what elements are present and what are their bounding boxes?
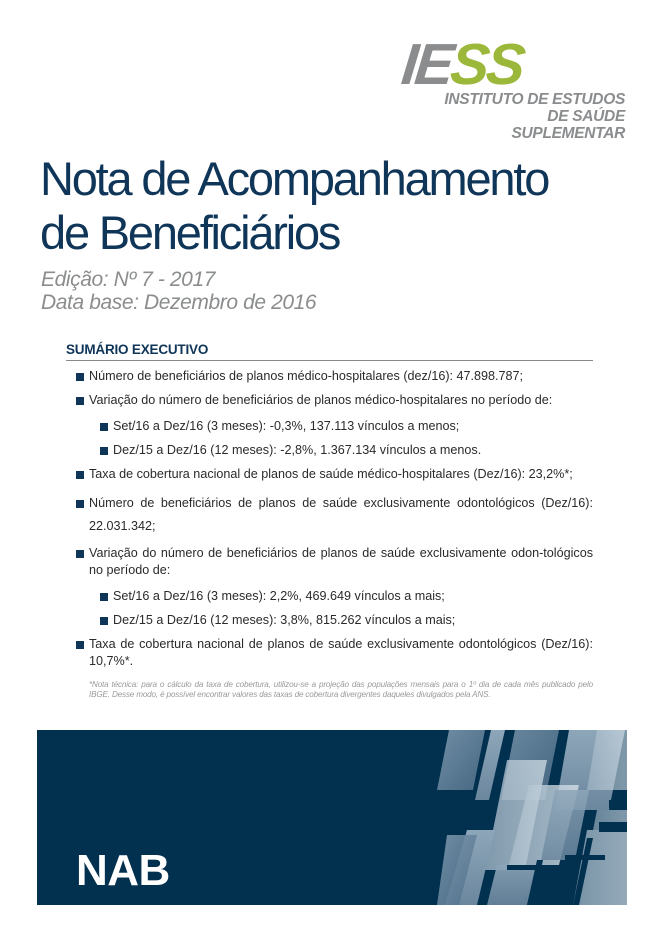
list-item [66, 368, 593, 385]
page-title-line1: Nota de Acompanhamento [40, 152, 549, 205]
square-bullet-icon [100, 447, 108, 455]
list-subitem [66, 588, 593, 605]
list-subitem [66, 612, 593, 629]
list-subitem [66, 418, 593, 435]
nab-banner [37, 730, 627, 905]
summary-heading: SUMÁRIO EXECUTIVO [66, 342, 593, 361]
list-item [66, 545, 593, 579]
square-bullet-icon [76, 397, 84, 405]
list-item-text: Dez/15 a Dez/16 (12 meses): 3,8%, 815.262 vínculos a mais; [113, 613, 456, 627]
square-bullet-icon [100, 593, 108, 601]
list-item-text: Número de beneficiários de planos médico-hospitalares (dez/16): 47.898.787; [89, 369, 524, 383]
summary-list [66, 368, 593, 670]
logo-mark [398, 32, 526, 97]
database-label: Data base: Dezembro de 2016 [41, 291, 317, 314]
list-item [66, 492, 593, 538]
logo-subtitle [440, 91, 625, 142]
list-item-text: Set/16 a Dez/16 (3 meses): 2,2%, 469.649 vínculos a mais; [113, 589, 445, 603]
technical-footnote: *Nota técnica: para o cálculo da taxa de cobertura, utilizou-se a projeção das populações mensais para o 1º dia de cada mês publicado pelo IBGE. Desse modo, é possível encontrar valores das taxas de cobertura divergentes daqueles divulgados pela ANS. [89, 680, 593, 699]
square-bullet-icon [76, 550, 84, 558]
list-item [66, 466, 593, 483]
logo-subtitle-line1: INSTITUTO DE ESTUDOS [444, 91, 625, 108]
square-bullet-icon [76, 641, 84, 649]
logo-mark-ss: SS [447, 32, 526, 97]
banner-label: NAB [76, 846, 170, 895]
square-bullet-icon [100, 617, 108, 625]
list-item-text: Taxa de cobertura nacional de planos de saúde exclusivamente odontológicos (Dez/16): 10,7%*. [89, 637, 593, 668]
square-bullet-icon [76, 373, 84, 381]
page-title-line2: de Beneficiários [40, 206, 340, 259]
list-item-text: Variação do número de beneficiários de planos de saúde exclusivamente odon-tológicos no período de: [89, 546, 593, 577]
edition-label: Edição: Nº 7 - 2017 [41, 268, 216, 291]
logo-subtitle-line2: DE SAÚDE SUPLEMENTAR [511, 108, 625, 142]
list-item-text: Número de beneficiários de planos de saúde exclusivamente odontológicos (Dez/16): 22.031.342; [89, 496, 593, 533]
list-item [66, 392, 593, 409]
executive-summary [66, 342, 593, 700]
page-title [40, 152, 548, 260]
list-subitem [66, 442, 593, 459]
decorative-panels-graphic [437, 730, 627, 905]
list-item-text: Dez/15 a Dez/16 (12 meses): -2,8%, 1.367.134 vínculos a menos. [113, 443, 482, 457]
square-bullet-icon [76, 500, 84, 508]
logo-mark-ie: IE [398, 32, 455, 97]
list-item-text: Set/16 a Dez/16 (3 meses): -0,3%, 137.113 vínculos a menos; [113, 419, 460, 433]
square-bullet-icon [100, 423, 108, 431]
list-item-text: Taxa de cobertura nacional de planos de saúde médico-hospitalares (Dez/16): 23,2%*; [89, 467, 573, 481]
list-item [66, 636, 593, 670]
square-bullet-icon [76, 471, 84, 479]
iess-logo [398, 32, 630, 142]
list-item-text: Variação do número de beneficiários de planos médico-hospitalares no período de: [89, 393, 553, 407]
